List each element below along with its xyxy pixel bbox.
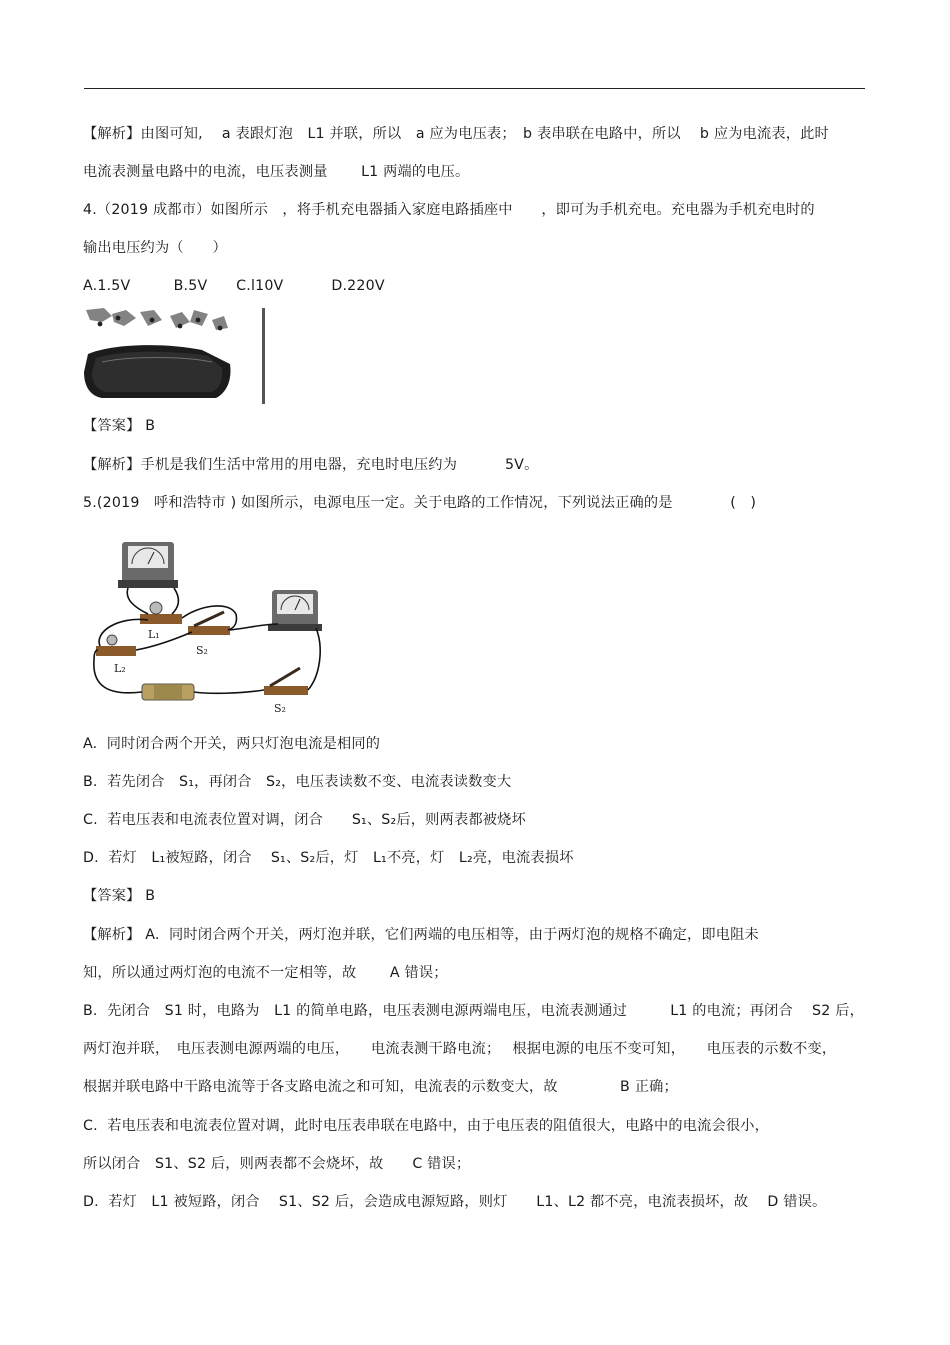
analysis-5-c-cont: 所以闭合 S1、S2 后，则两表都不会烧坏，故 C 错误； — [83, 1156, 471, 1172]
analysis-5-b-cont2: 根据并联电路中干路电流等于各支路电流之和可知，电流表的示数变大，故 B 正确； — [83, 1079, 678, 1095]
analysis-5-c: C. 若电压表和电流表位置对调，此时电压表串联在电路中，由于电压表的阻值很大，电路中的电流会很小， — [83, 1118, 770, 1134]
label-S2-middle: S₂ — [196, 644, 208, 657]
circuit-figure — [88, 536, 328, 718]
answer-4: 【答案】 B — [83, 418, 156, 434]
label-L1: L₁ — [148, 628, 160, 641]
answer-5: 【答案】 B — [83, 888, 156, 904]
label-S2-bottom: S₂ — [274, 702, 286, 715]
option-d: D. 若灯 L₁被短路，闭合 S₁、S₂后，灯 L₁不亮，灯 L₂亮，电流表损坏 — [83, 850, 574, 866]
analysis-5-b: B. 先闭合 S1 时，电路为 L1 的简单电路，电压表测电源两端电压，电流表测通过 L1 的电流；再闭合 S2 后， — [83, 1003, 864, 1019]
question-5: 5.(2019 呼和浩特市 ) 如图所示，电源电压一定。关于电路的工作情况，下列说法正确的是 ( ) — [83, 495, 757, 511]
option-b: B. 若先闭合 S₁，再闭合 S₂，电压表读数不变、电流表读数变大 — [83, 774, 512, 790]
analysis-5-a-cont: 知，所以通过两灯泡的电流不一定相等，故 A 错误； — [83, 965, 448, 981]
analysis-5-b-cont1: 两灯泡并联， 电压表测电源两端的电压， 电流表测干路电流； 根据电源的电压不变可知， 电压表的示数不变， — [83, 1041, 837, 1057]
text-line-2: 电流表测量电路中的电流，电压表测量 L1 两端的电压。 — [83, 164, 470, 180]
analysis-5-d: D. 若灯 L1 被短路，闭合 S1、S2 后，会造成电源短路，则灯 L1、L2 都不亮，电流表损坏，故 D 错误。 — [83, 1194, 827, 1210]
analysis-4: 【解析】手机是我们生活中常用的用电器，充电时电压约为 5V。 — [83, 457, 539, 473]
phone-charger-figure — [82, 306, 268, 406]
question-4: 4.（2019 成都市）如图所示 ，将手机充电器插入家庭电路插座中 ，即可为手机充电。充电器为手机充电时的 — [83, 202, 815, 218]
analysis-5-a: 【解析】 A. 同时闭合两个开关，两灯泡并联，它们两端的电压相等，由于两灯泡的规格不确定，即电阻未 — [83, 927, 759, 943]
question-4-cont: 输出电压约为（ ） — [83, 240, 227, 256]
question-4-options: A.1.5V B.5V C.l10V D.220V — [83, 278, 385, 294]
option-c: C. 若电压表和电流表位置对调，闭合 S₁、S₂后，则两表都被烧坏 — [83, 812, 526, 828]
option-a: A. 同时闭合两个开关，两只灯泡电流是相同的 — [83, 736, 381, 752]
label-L2: L₂ — [114, 662, 126, 675]
header-rule — [84, 88, 865, 89]
text-line-1: 【解析】由图可知, a 表跟灯泡 L1 并联，所以 a 应为电压表； b 表串联在电路中，所以 b 应为电流表，此时 — [83, 126, 829, 142]
